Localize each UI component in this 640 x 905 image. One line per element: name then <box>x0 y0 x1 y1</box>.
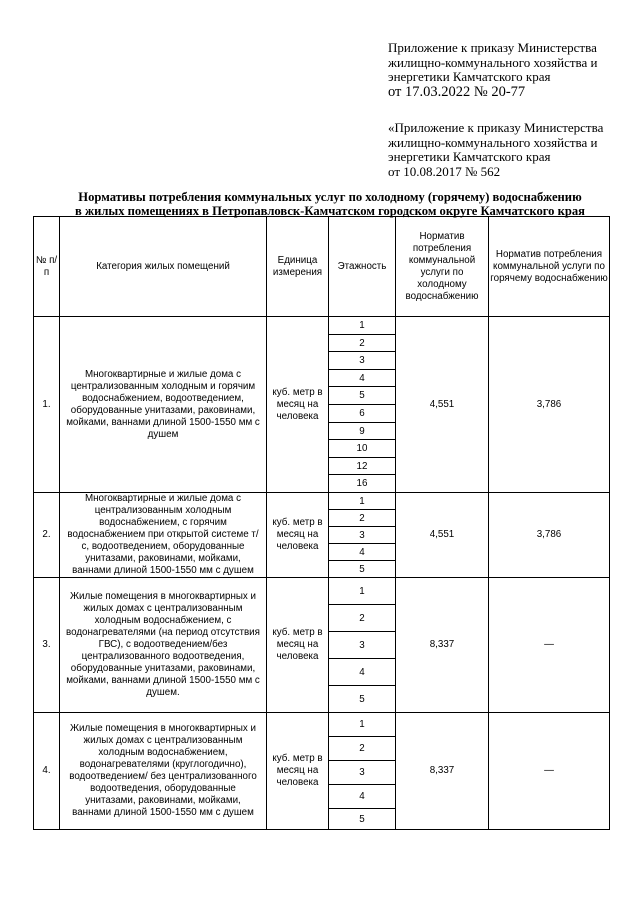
column-header-num: № п/п <box>34 217 60 317</box>
row-floor: 1 <box>329 317 396 335</box>
appendix-previous-line: «Приложение к приказу Министерства <box>388 120 604 135</box>
column-header-cold: Норматив потребления коммунальной услуги по холодному водоснабжению <box>396 217 489 317</box>
row-floor: 4 <box>329 544 396 561</box>
row-floor: 16 <box>329 475 396 493</box>
row-floor: 5 <box>329 387 396 405</box>
row-floor: 5 <box>329 686 396 713</box>
row-floor: 1 <box>329 493 396 510</box>
table-body <box>34 317 610 830</box>
row-floor: 4 <box>329 370 396 387</box>
row-floor: 3 <box>329 632 396 659</box>
row-floor: 5 <box>329 809 396 830</box>
row-number: 2. <box>34 493 60 578</box>
column-header-floors: Этажность <box>329 217 396 317</box>
appendix-current-line: жилищно-коммунального хозяйства и <box>388 54 598 70</box>
appendix-current-line: Приложение к приказу Министерства <box>388 40 597 55</box>
appendix-current-date: от 17.03.2022 № 20-77 <box>388 83 526 100</box>
appendix-previous-line: жилищно-коммунального хозяйства и <box>388 134 598 150</box>
row-number: 1. <box>34 317 60 493</box>
row-category: Жилые помещения в многоквартирных и жилых домах с централизованным холодным водоснабжением, с водонагревателями (на период отсутствия ГВС), с водоотведением/без централизованного водоотведения, оборудованные унитазами, раковинами, мойками, ваннами длиной 1500-1550 мм с душем. <box>60 578 267 713</box>
row-floor: 4 <box>329 785 396 809</box>
row-number: 3. <box>34 578 60 713</box>
appendix-previous-line: энергетики Камчатского края <box>388 149 551 165</box>
row-category: Многоквартирные и жилые дома с централизованным холодным водоснабжением, с горячим водоснабжением при открытой системе т/с, водоотведением, оборудованные унитазами, раковинами, мойками, ваннами длиной 1500-1550 мм с душем <box>60 493 267 578</box>
appendix-current-header <box>388 41 598 99</box>
row-cold-norm: 8,337 <box>396 713 489 830</box>
row-floor: 4 <box>329 659 396 686</box>
row-number: 4. <box>34 713 60 830</box>
row-cold-norm: 4,551 <box>396 317 489 493</box>
row-floor: 2 <box>329 605 396 632</box>
norms-table <box>33 216 610 830</box>
document-title <box>40 190 620 218</box>
row-cold-norm: 4,551 <box>396 493 489 578</box>
row-floor: 3 <box>329 761 396 785</box>
row-floor: 12 <box>329 458 396 475</box>
row-hot-norm: — <box>489 713 610 830</box>
row-category: Жилые помещения в многоквартирных и жилых домах с централизованным холодным водоснабжением, водонагревателями (круглогодично), водоотведением/ без централизованного водоотведения, оборудованные унитазами, раковинами, мойками, ваннами длиной 1500-1550 мм с душем <box>60 713 267 830</box>
row-floor: 3 <box>329 352 396 370</box>
row-floor: 3 <box>329 527 396 544</box>
title-line-1: Нормативы потребления коммунальных услуг по холодному (горячему) водоснабжению <box>78 190 582 204</box>
row-category: Многоквартирные и жилые дома с централизованным холодным и горячим водоснабжением, водоотведением, оборудованные унитазами, раковинами, мойками, ваннами длиной 1500-1550 мм с душем <box>60 317 267 493</box>
table-header-row <box>34 217 610 317</box>
row-unit: куб. метр в месяц на человека <box>267 578 329 713</box>
appendix-current-line: энергетики Камчатского края <box>388 69 551 85</box>
row-floor: 5 <box>329 561 396 578</box>
appendix-previous-header <box>388 121 603 179</box>
row-unit: куб. метр в месяц на человека <box>267 713 329 830</box>
row-floor: 6 <box>329 405 396 423</box>
table-row <box>34 713 610 737</box>
row-floor: 9 <box>329 423 396 440</box>
table-row <box>34 317 610 335</box>
column-header-category: Категория жилых помещений <box>60 217 267 317</box>
row-floor: 10 <box>329 440 396 458</box>
row-unit: куб. метр в месяц на человека <box>267 493 329 578</box>
row-unit: куб. метр в месяц на человека <box>267 317 329 493</box>
row-floor: 1 <box>329 578 396 605</box>
row-floor: 1 <box>329 713 396 737</box>
column-header-hot: Норматив потребления коммунальной услуги по горячему водоснабжению <box>489 217 610 317</box>
column-header-unit: Единица измерения <box>267 217 329 317</box>
appendix-previous-line: от 10.08.2017 № 562 <box>388 163 501 179</box>
row-floor: 2 <box>329 737 396 761</box>
row-floor: 2 <box>329 510 396 527</box>
title-line-2: в жилых помещениях в Петропавловск-Камчатском городском округе Камчатского края <box>75 204 585 218</box>
row-floor: 2 <box>329 335 396 352</box>
row-hot-norm: 3,786 <box>489 493 610 578</box>
table-row <box>34 493 610 510</box>
row-hot-norm: 3,786 <box>489 317 610 493</box>
table-row <box>34 578 610 605</box>
row-cold-norm: 8,337 <box>396 578 489 713</box>
row-hot-norm: — <box>489 578 610 713</box>
